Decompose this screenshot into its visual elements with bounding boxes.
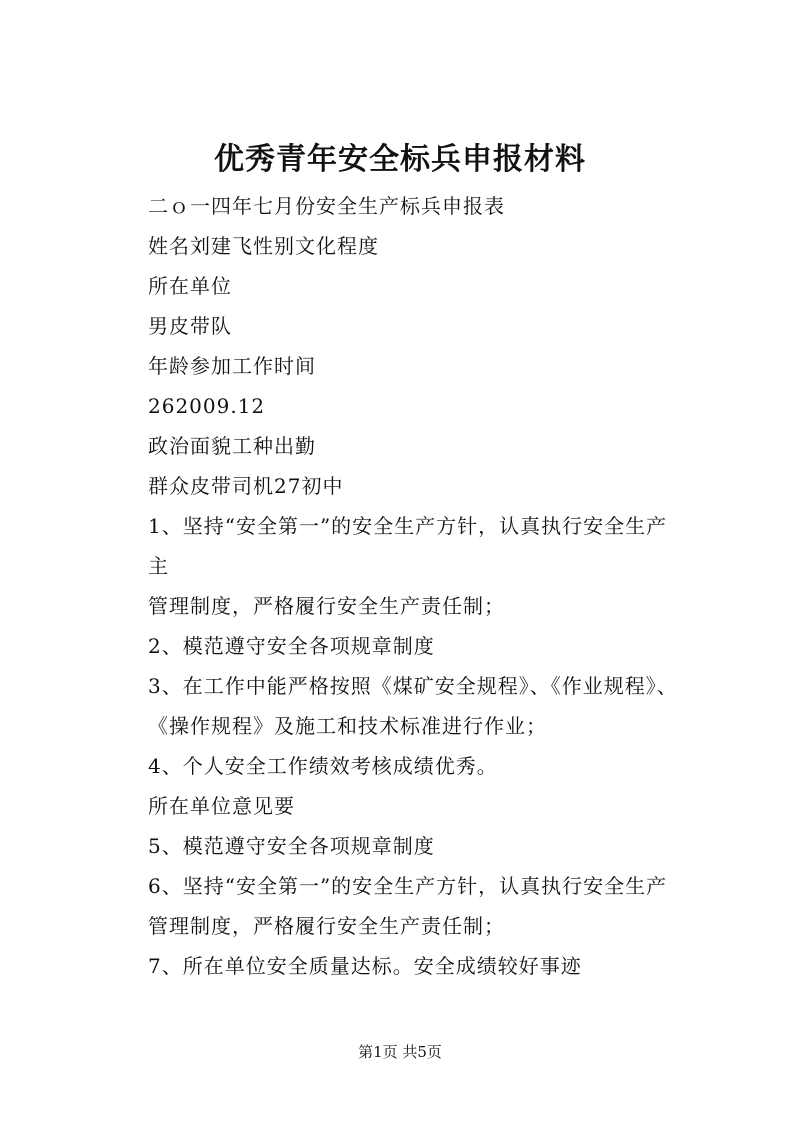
body-line: 管理制度，严格履行安全生产责任制； xyxy=(148,914,505,938)
body-line: 二ｏ一四年七月份安全生产标兵申报表 xyxy=(148,194,505,218)
body-line: 主 xyxy=(148,554,169,578)
body-line: 262009.12 xyxy=(148,394,266,418)
body-line: 4、个人安全工作绩效考核成绩优秀。 xyxy=(148,754,498,778)
body-line: 7、所在单位安全质量达标。安全成绩较好事迹 xyxy=(148,954,582,978)
body-line: 所在单位意见要 xyxy=(148,794,295,818)
page-number-footer: 第1页 共5页 xyxy=(358,1043,442,1061)
body-line: 所在单位 xyxy=(148,274,232,298)
body-line: 姓名刘建飞性别文化程度 xyxy=(148,234,379,258)
body-line: 年龄参加工作时间 xyxy=(148,354,316,378)
document-body xyxy=(148,186,708,986)
document-title: 优秀青年安全标兵申报材料 xyxy=(214,142,586,177)
body-line: 政治面貌工种出勤 xyxy=(148,434,316,458)
body-line: 5、模范遵守安全各项规章制度 xyxy=(148,834,435,858)
body-line: 2、模范遵守安全各项规章制度 xyxy=(148,634,435,658)
body-line: 男皮带队 xyxy=(148,314,232,338)
body-line: 6、坚持“安全第一”的安全生产方针，认真执行安全生产 xyxy=(148,874,668,898)
body-line: 《操作规程》及施工和技术标准进行作业； xyxy=(148,714,547,738)
body-line: 群众皮带司机27初中 xyxy=(148,474,344,498)
body-line: 3、在工作中能严格按照《煤矿安全规程》、《作业规程》、 xyxy=(148,674,678,698)
body-line: 1、坚持“安全第一”的安全生产方针，认真执行安全生产 xyxy=(148,514,668,538)
body-line: 管理制度，严格履行安全生产责任制； xyxy=(148,594,505,618)
